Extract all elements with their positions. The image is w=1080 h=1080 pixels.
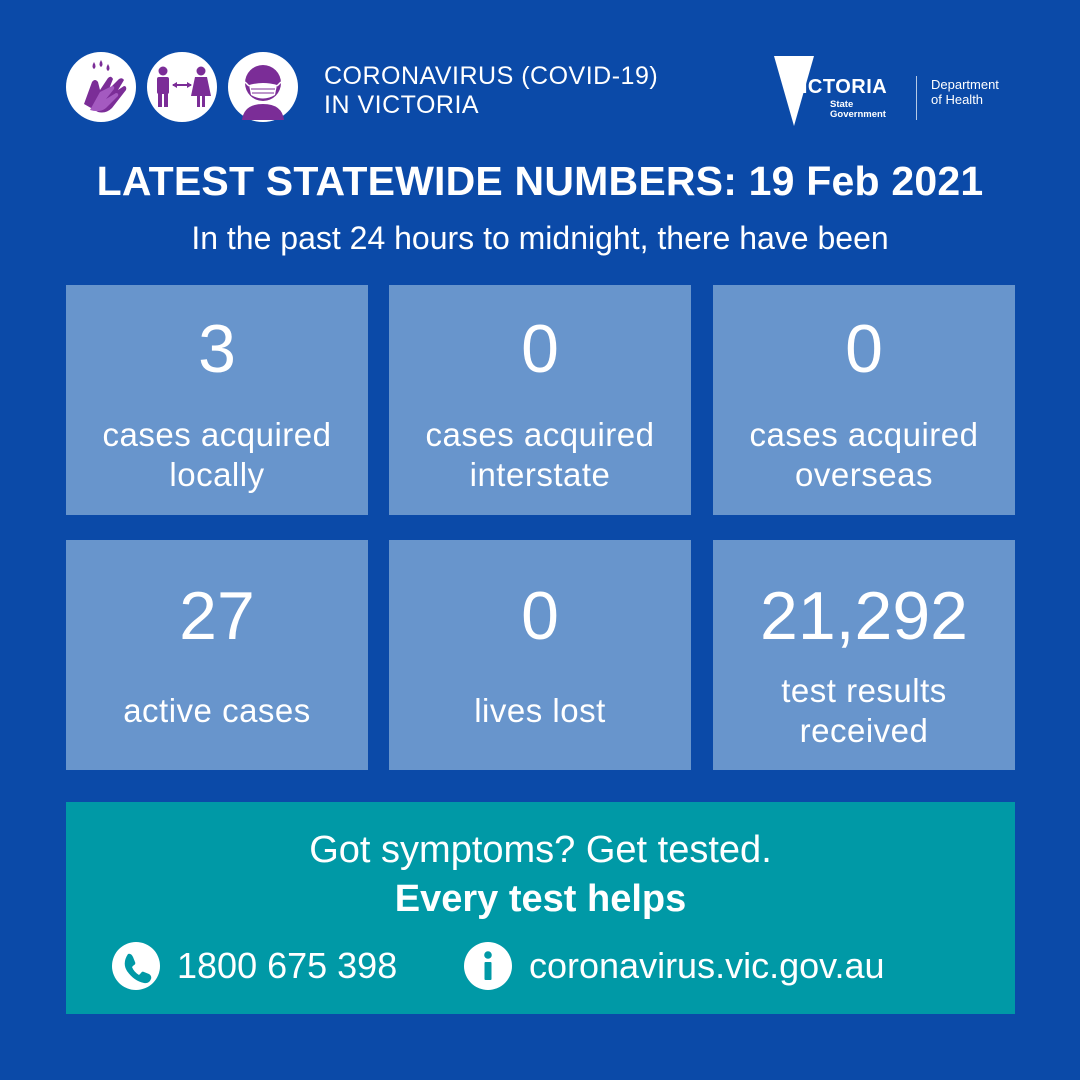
stat-value: 3 (198, 311, 236, 387)
stat-box-overseas (713, 285, 1015, 515)
stat-label: cases acquired (749, 416, 979, 453)
website-link[interactable] (464, 940, 885, 992)
header-title-line2: IN VICTORIA (324, 91, 480, 119)
stat-box-interstate (389, 285, 691, 515)
physical-distancing-icon (147, 52, 217, 122)
phone-icon (112, 942, 160, 990)
hand-washing-icon (66, 52, 136, 122)
stat-box-local (66, 285, 368, 515)
state-line1: State (830, 99, 854, 110)
header-icons (66, 52, 298, 122)
dept-line1: Department (931, 77, 999, 92)
stat-label: cases acquired (425, 416, 655, 453)
stat-value: 21,292 (760, 578, 968, 654)
phone-number: 1800 675 398 (177, 945, 398, 986)
face-mask-icon (228, 52, 298, 122)
victoria-wordmark: VICTORIA (788, 76, 888, 98)
stat-label: test results (781, 672, 947, 709)
stat-label: interstate (469, 456, 611, 493)
stat-label: active cases (123, 692, 311, 729)
get-tested-banner (66, 802, 1015, 1014)
stat-value: 27 (179, 578, 255, 654)
info-icon (464, 942, 512, 990)
victoria-government-logo (772, 56, 1022, 128)
stat-label: cases acquired (102, 416, 332, 453)
stat-label: locally (169, 456, 265, 493)
dept-line2: of Health (931, 92, 984, 107)
banner-line2: Every test helps (394, 878, 687, 920)
stat-label: lives lost (474, 692, 606, 729)
department-of-health-text (931, 77, 999, 107)
state-line2: Government (830, 109, 886, 120)
stat-value: 0 (845, 311, 883, 387)
stat-label: received (799, 712, 929, 749)
state-government-text (830, 100, 886, 120)
logo-divider (916, 76, 917, 120)
website-url: coronavirus.vic.gov.au (529, 945, 885, 986)
stat-box-lives-lost (389, 540, 691, 770)
header-title-line1: CORONAVIRUS (COVID-19) (324, 62, 659, 90)
stat-value: 0 (521, 311, 559, 387)
header-title (324, 62, 658, 120)
banner-line1: Got symptoms? Get tested. (309, 829, 772, 871)
stat-label: overseas (795, 456, 933, 493)
phone-contact[interactable] (112, 940, 397, 992)
headline: LATEST STATEWIDE NUMBERS: 19 Feb 2021 (96, 158, 984, 204)
subheadline: In the past 24 hours to midnight, there have been (191, 220, 889, 256)
stat-box-test-results (713, 540, 1015, 770)
stat-value: 0 (521, 578, 559, 654)
stat-box-active-cases (66, 540, 368, 770)
